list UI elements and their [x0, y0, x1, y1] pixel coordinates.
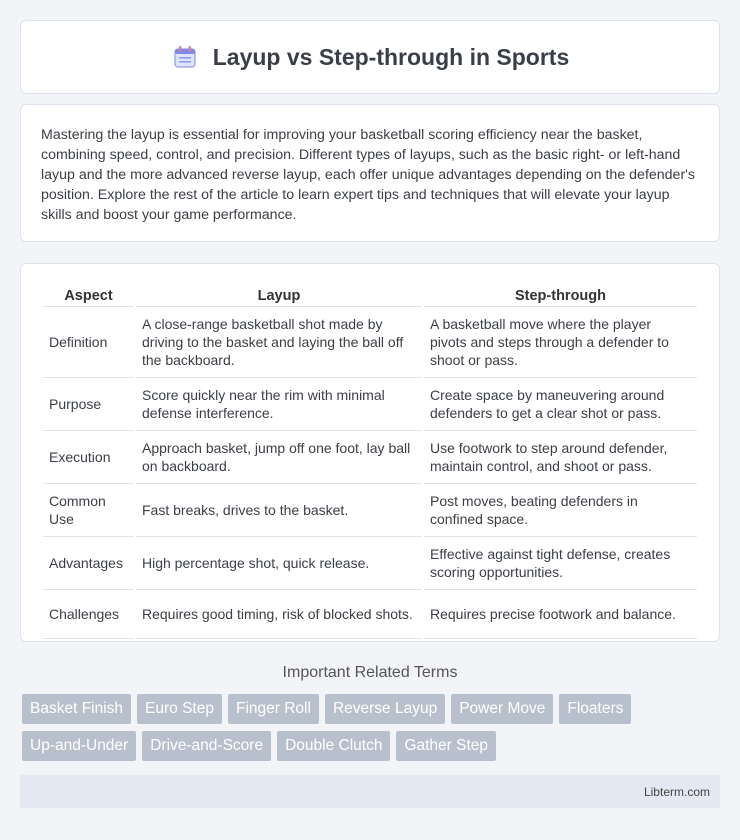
related-term-tag[interactable]: Double Clutch [277, 731, 390, 761]
table-row [43, 484, 697, 537]
table-row [43, 590, 697, 639]
footer-site-link[interactable]: Libterm.com [643, 784, 710, 799]
related-term-tag[interactable]: Euro Step [137, 694, 222, 724]
aspect-cell: Advantages [43, 537, 134, 590]
column-header-aspect: Aspect [43, 284, 134, 307]
layup-cell: Approach basket, jump off one foot, lay ball on backboard. [136, 431, 422, 484]
intro-paragraph: Mastering the layup is essential for improving your basketball scoring efficiency near the basket, combining speed, control, and precision. Different types of layups, such as the basic right- or left-hand layup and the more advanced reverse layup, each offer unique advantages depending on the defender's position. Explore the rest of the article to learn expert tips and techniques that will elevate your layup skills and boost your game performance. [20, 104, 720, 242]
table-row [43, 307, 697, 378]
step-through-cell: Requires precise footwork and balance. [424, 590, 697, 639]
comparison-table [41, 284, 699, 639]
page-title: Layup vs Step-through in Sports [212, 43, 570, 70]
related-term-tag[interactable]: Finger Roll [228, 694, 319, 724]
related-term-tag[interactable]: Up-and-Under [22, 731, 136, 761]
layup-cell: Fast breaks, drives to the basket. [136, 484, 422, 537]
step-through-cell: Effective against tight defense, creates scoring opportunities. [424, 537, 697, 590]
step-through-cell: A basketball move where the player pivots and steps through a defender to shoot or pass. [424, 307, 697, 378]
page-footer [20, 775, 720, 808]
calendar-icon [171, 43, 199, 71]
column-header-step-through: Step-through [424, 284, 697, 307]
page-header [20, 20, 720, 94]
layup-cell: Score quickly near the rim with minimal defense interference. [136, 378, 422, 431]
related-term-tag[interactable]: Gather Step [396, 731, 496, 761]
aspect-cell: Challenges [43, 590, 134, 639]
related-terms-list [20, 694, 720, 761]
related-term-tag[interactable]: Basket Finish [22, 694, 131, 724]
aspect-cell: Common Use [43, 484, 134, 537]
aspect-cell: Definition [43, 307, 134, 378]
table-row [43, 537, 697, 590]
step-through-cell: Create space by maneuvering around defenders to get a clear shot or pass. [424, 378, 697, 431]
related-term-tag[interactable]: Floaters [559, 694, 631, 724]
related-term-tag[interactable]: Drive-and-Score [142, 731, 271, 761]
step-through-cell: Post moves, beating defenders in confined space. [424, 484, 697, 537]
table-row [43, 431, 697, 484]
related-term-tag[interactable]: Power Move [451, 694, 553, 724]
layup-cell: A close-range basketball shot made by driving to the basket and laying the ball off the backboard. [136, 307, 422, 378]
comparison-table-card [20, 263, 720, 642]
related-term-tag[interactable]: Reverse Layup [325, 694, 445, 724]
column-header-layup: Layup [136, 284, 422, 307]
related-terms-title: Important Related Terms [282, 664, 458, 681]
layup-cell: High percentage shot, quick release. [136, 537, 422, 590]
step-through-cell: Use footwork to step around defender, maintain control, and shoot or pass. [424, 431, 697, 484]
table-row [43, 378, 697, 431]
aspect-cell: Purpose [43, 378, 134, 431]
layup-cell: Requires good timing, risk of blocked shots. [136, 590, 422, 639]
aspect-cell: Execution [43, 431, 134, 484]
